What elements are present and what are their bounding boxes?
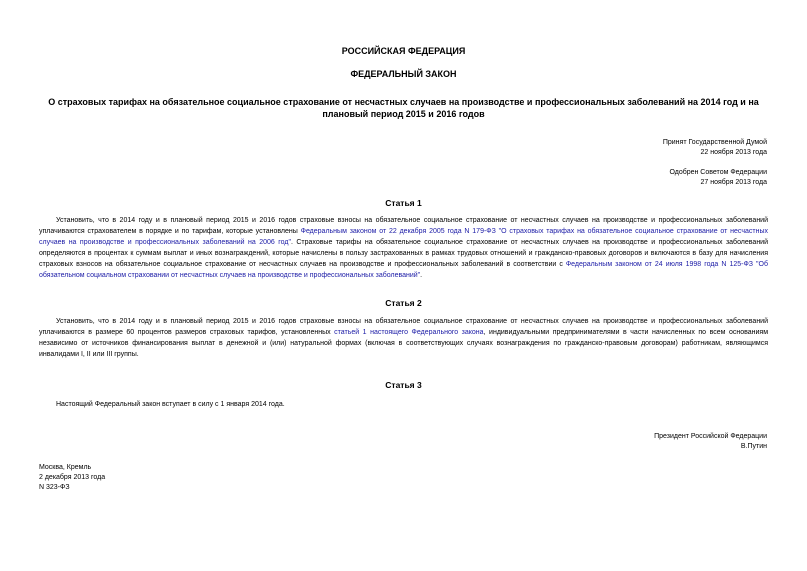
council-label: Одобрен Советом Федерации [669, 169, 767, 176]
article-1-heading: Статья 1 [385, 198, 422, 208]
law-number: N 323-ФЗ [39, 484, 70, 491]
article-1-text-part: Установить, что в 2014 году и в плановый период 2015 и 2016 годов страховые взносы на обязательное социальное страхование от несчастных случаев на производстве и профессиональных заболеваний уплачиваются страхователем в порядке и по тарифам, которые установлены [39, 217, 768, 235]
signature-position: Президент Российской Федерации [654, 433, 767, 440]
council-approval [669, 168, 767, 188]
signing-date: 2 декабря 2013 года [39, 474, 106, 481]
article-2-text [39, 316, 768, 360]
article-3-heading: Статья 3 [385, 380, 422, 390]
council-date: 27 ноября 2013 года [700, 179, 767, 186]
signing-details [39, 463, 105, 493]
duma-label: Принят Государственной Думой [662, 139, 767, 146]
article-1-text [39, 215, 768, 281]
signature-block [654, 432, 767, 452]
country-heading: РОССИЙСКАЯ ФЕДЕРАЦИЯ [341, 46, 466, 56]
article-2-heading: Статья 2 [385, 298, 422, 308]
duma-adoption [663, 138, 767, 158]
article-3-text: Настоящий Федеральный закон вступает в силу с 1 января 2014 года. [56, 401, 285, 408]
signature-name: В.Путин [740, 443, 767, 450]
article-1-text-part: . Страховые тарифы на обязательное социальное страхование от несчастных случаев на производстве и профессиональных заболеваний определяются в процентах к суммам выплат и иных вознаграждений, которые начислены в пользу застрахованных в рамках трудовых отношений и гражданско-правовых договоров и включаются в базу для начисления страховых взносов на обязательное социальное страхование от несчастных случаев на производстве и профессиональных заболеваний в соответствии с [39, 239, 768, 268]
law-125-link[interactable]: Федеральным законом от 24 июля 1998 года N 125-ФЗ "Об обязательном социальном страховании от несчастных случаев на производстве и профессиональных заболеваний" [39, 261, 768, 279]
article-2-text-part: , индивидуальными предпринимателями в части начисленных по всем основаниям независимо от источников финансирования выплат в денежной и (или) натуральной формах (включая в соответствующих случаях вознаграждения по гражданско-правовым договорам) работникам, являющимся инвалидами I, II или III группы. [39, 329, 769, 358]
law-179-link[interactable]: Федеральным законом от 22 декабря 2005 года N 179-ФЗ "О страховых тарифах на обязательное социальное страхование от несчастных случаев на производстве и профессиональных заболеваний на 2006 год" [39, 228, 768, 246]
article-1-link[interactable]: статьей 1 настоящего Федерального закона [334, 329, 484, 336]
duma-date: 22 ноября 2013 года [700, 149, 767, 156]
article-1-text-part: . [420, 272, 423, 279]
signing-place: Москва, Кремль [39, 464, 92, 471]
article-2-text-part: Установить, что в 2014 году и в плановый период 2015 и 2016 годов страховые взносы на обязательное социальное страхование от несчастных случаев на производстве и профессиональных заболеваний уплачиваются в размере 60 процентов размеров страховых тарифов, установленных [39, 318, 768, 336]
law-title: О страховых тарифах на обязательное социальное страхование от несчастных случаев на производстве и профессиональных заболеваний на 2014 год и на плановый период 2015 и 2016 годов [48, 97, 759, 119]
law-type-heading: ФЕДЕРАЛЬНЫЙ ЗАКОН [350, 69, 457, 79]
